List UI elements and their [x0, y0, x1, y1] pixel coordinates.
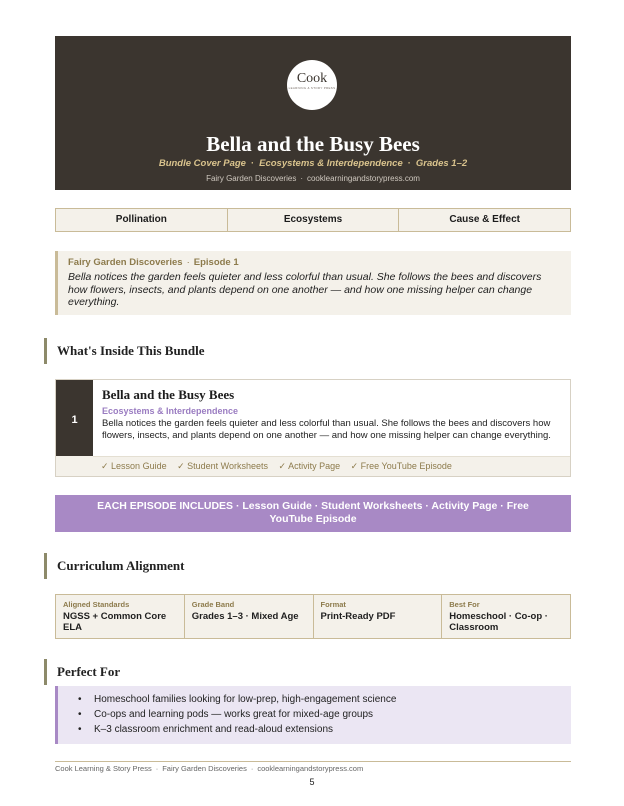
item-topic: Ecosystems & Interdependence: [102, 406, 239, 416]
alignment-standards: Aligned Standards NGSS + Common Core ELA: [56, 595, 185, 638]
cover-title: Bella and the Busy Bees: [206, 132, 420, 156]
bullet-icon: •: [78, 694, 82, 705]
cover-meta: Fairy Garden Discoveries · cooklearningandstorypress.com: [206, 174, 420, 183]
bullet-icon: •: [78, 724, 82, 735]
includes-banner: EACH EPISODE INCLUDES · Lesson Guide · Student Worksheets · Activity Page · Free YouTube Episode: [55, 495, 571, 532]
item-includes: [93, 456, 570, 476]
item-title: Bella and the Busy Bees: [102, 387, 235, 402]
subtitle-doc-type: Bundle Cover Page: [158, 158, 246, 169]
alignment-table: [55, 594, 571, 639]
list-item: • Co-ops and learning pods — works great for mixed-age groups: [78, 709, 374, 720]
subtitle-topic: Ecosystems & Interdependence: [259, 158, 403, 169]
item-body: [102, 387, 564, 441]
topic-tags: [55, 208, 571, 232]
include-youtube-episode: ✓ Free YouTube Episode: [350, 461, 452, 471]
item-description: Bella notices the garden feels quieter and less colorful than usual. She follows the bees and discovers how flowers, insects, and plants depend on one another — and how one missing helper can change everything.: [102, 418, 551, 441]
episode-label: Fairy Garden Discoveries · Episode 1: [68, 257, 239, 268]
item-number: 1: [56, 380, 93, 456]
logo-subtitle: LEARNING & STORY PRESS: [288, 86, 336, 90]
include-activity-page: ✓ Activity Page: [278, 461, 341, 471]
footer-divider: [55, 761, 571, 762]
list-item: • Homeschool families looking for low-prep, high-engagement science: [78, 694, 397, 705]
alignment-format: Format Print-Ready PDF: [314, 595, 443, 638]
episode-number: Episode 1: [193, 257, 239, 268]
bundle-item-card: [55, 379, 571, 477]
include-worksheets: ✓ Student Worksheets: [177, 461, 269, 471]
include-lesson-guide: ✓ Lesson Guide: [101, 461, 167, 471]
episode-summary: [55, 251, 571, 315]
logo-wordmark: Cook: [296, 71, 328, 86]
section-heading-inside: What's Inside This Bundle: [44, 338, 205, 364]
list-item: • K–3 classroom enrichment and read-aloud extensions: [78, 724, 334, 735]
alignment-best-for: Best For Homeschool · Co-op · Classroom: [449, 600, 548, 633]
cover-subtitle: Bundle Cover Page · Ecosystems & Interdependence · Grades 1–2: [158, 158, 468, 169]
footer-publisher: Cook Learning & Story Press: [55, 764, 152, 773]
section-heading-perfect: Perfect For: [44, 659, 120, 685]
episode-series: Fairy Garden Discoveries: [68, 257, 183, 268]
tag-cause-effect: Cause & Effect: [449, 214, 520, 225]
bullet-icon: •: [78, 709, 82, 720]
meta-series: Fairy Garden Discoveries: [206, 174, 297, 183]
footer-series: Fairy Garden Discoveries: [162, 764, 247, 773]
meta-website: cooklearningandstorypress.com: [306, 174, 420, 183]
tag-pollination: Pollination: [56, 209, 228, 231]
publisher-logo: [287, 60, 337, 110]
footer-text: Cook Learning & Story Press · Fairy Garden Discoveries · cooklearningandstorypress.com: [55, 764, 364, 773]
alignment-grade-band: Grade Band Grades 1–3 · Mixed Age: [185, 595, 314, 638]
footer-website: cooklearningandstorypress.com: [257, 764, 364, 773]
perfect-for-list: [78, 692, 571, 737]
perfect-for-box: [55, 686, 571, 744]
tag-ecosystems: Ecosystems: [228, 209, 400, 231]
page-number: 5: [309, 777, 315, 787]
episode-summary-text: Bella notices the garden feels quieter and less colorful than usual. She follows the bees and discovers how flowers, insects, and plants depend on one another — and how one missing helper can change everything.: [68, 271, 542, 308]
section-heading-alignment: Curriculum Alignment: [44, 553, 184, 579]
subtitle-grades: Grades 1–2: [415, 158, 468, 169]
